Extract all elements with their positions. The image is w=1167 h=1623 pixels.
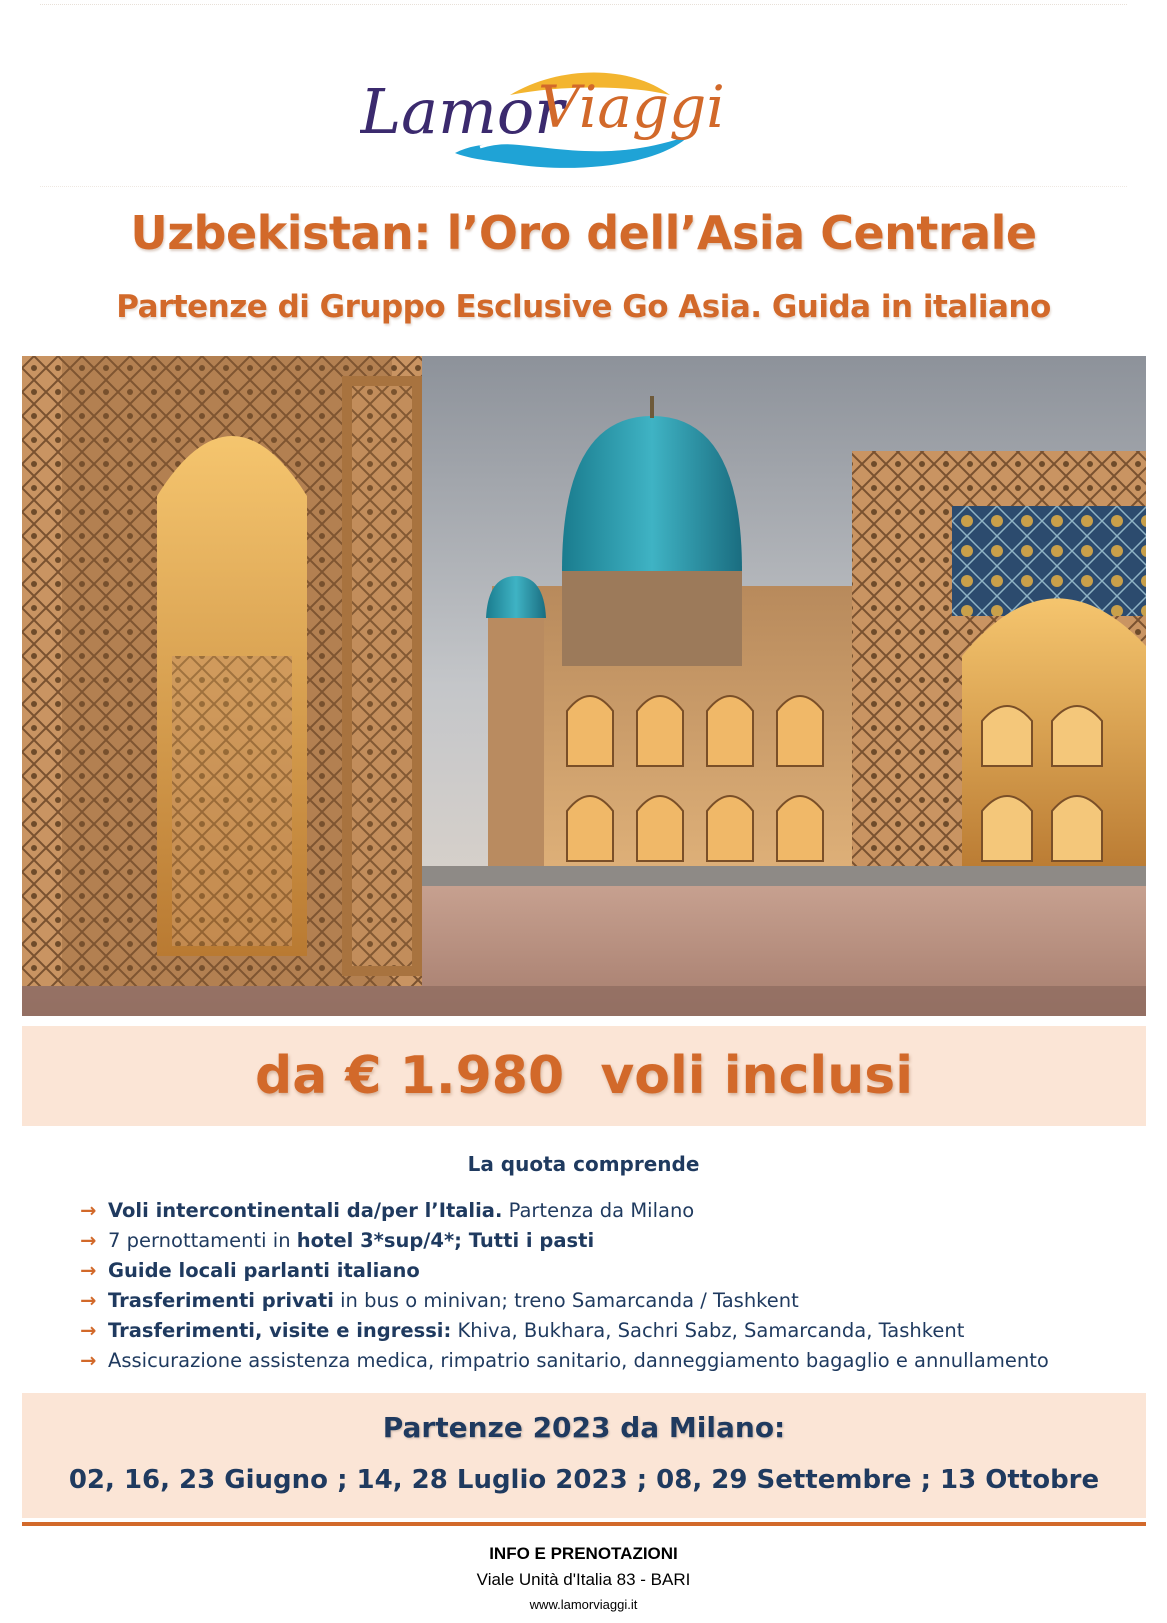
hero-photo-registan: [22, 356, 1146, 1016]
page-title: Uzbekistan: l’Oro dell’Asia Centrale: [130, 206, 1037, 260]
arrow-right-icon: →: [80, 1349, 97, 1372]
lamorviaggi-logo: [360, 55, 750, 173]
logo-text-viaggi: Viaggi: [538, 73, 725, 141]
departures-banner: [22, 1393, 1146, 1518]
info-heading: INFO E PRENOTAZIONI: [489, 1544, 678, 1563]
arrow-right-icon: →: [80, 1199, 97, 1222]
list-item: → Trasferimenti privati in bus o minivan; treno Samarcanda / Tashkent: [80, 1286, 1049, 1316]
arrow-right-icon: →: [80, 1289, 97, 1312]
info-address: Viale Unità d'Italia 83 - BARI: [476, 1570, 691, 1589]
includes-heading: La quota comprende: [467, 1152, 700, 1176]
logo-text-lamor: Lamor: [360, 75, 564, 148]
list-item: → Trasferimenti, visite e ingressi: Khiva, Bukhara, Sachri Sabz, Samarcanda, Tashkent: [80, 1316, 1049, 1346]
website-link[interactable]: www.lamorviaggi.it: [529, 1597, 638, 1612]
price-banner: [22, 1026, 1146, 1126]
includes-list: [80, 1196, 1049, 1376]
footer-divider: [22, 1522, 1146, 1526]
arrow-right-icon: →: [80, 1319, 97, 1342]
logo-divider: [40, 186, 1127, 188]
list-item: → Voli intercontinentali da/per l’Italia. Partenza da Milano: [80, 1196, 1049, 1226]
list-item: → Guide locali parlanti italiano: [80, 1256, 1049, 1286]
list-item: → 7 pernottamenti in hotel 3*sup/4*; Tutti i pasti: [80, 1226, 1049, 1256]
arrow-right-icon: →: [80, 1229, 97, 1252]
top-divider: [40, 4, 1127, 6]
departures-heading: Partenze 2023 da Milano:: [382, 1411, 786, 1444]
page-subtitle: Partenze di Gruppo Esclusive Go Asia. Guida in italiano: [116, 289, 1051, 325]
price-text: da € 1.980 voli inclusi: [254, 1046, 914, 1106]
list-item: → Assicurazione assistenza medica, rimpatrio sanitario, danneggiamento bagaglio e annullamento: [80, 1346, 1049, 1376]
departure-dates: 02, 16, 23 Giugno ; 14, 28 Luglio 2023 ; 08, 29 Settembre ; 13 Ottobre: [68, 1465, 1100, 1495]
arrow-right-icon: →: [80, 1259, 97, 1282]
